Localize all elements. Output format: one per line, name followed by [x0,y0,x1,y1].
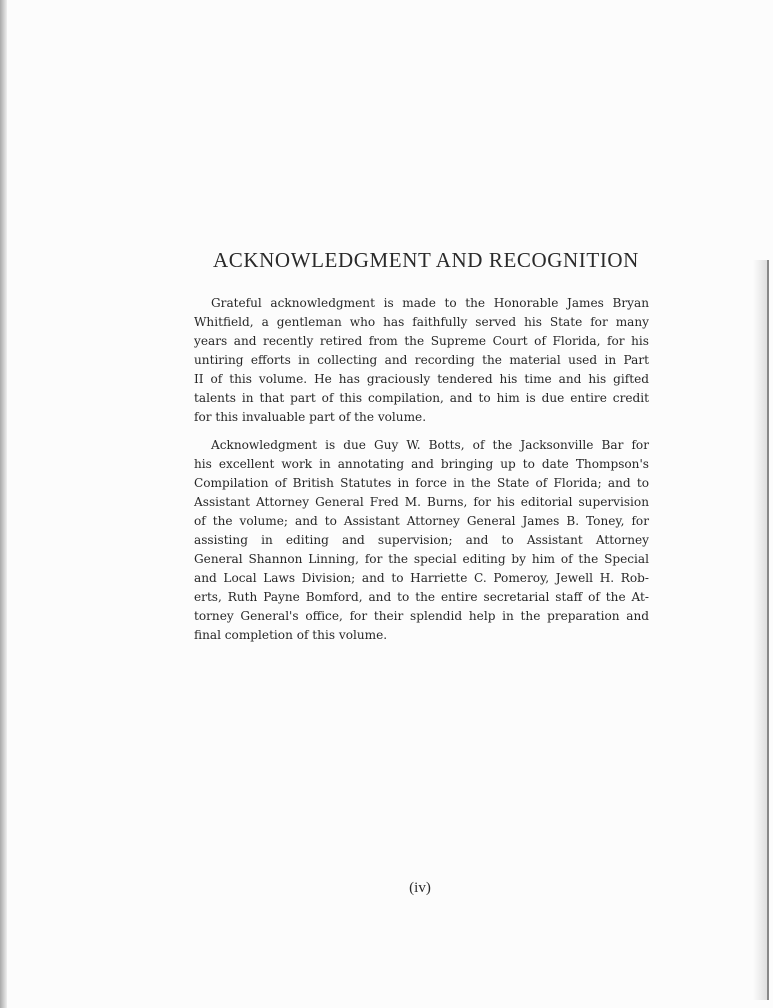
text-line: II of this volume. He has graciously tendered his time and his gifted [194,372,649,386]
text-line: erts, Ruth Payne Bomford, and to the entire secretarial staff of the At- [194,590,649,604]
text-line: Acknowledgment is due Guy W. Botts, of the Jacksonville Bar for [211,438,649,452]
text-line: torney General's office, for their splendid help in the preparation and [194,609,649,623]
text-line: for this invaluable part of the volume. [194,410,427,424]
text-line: years and recently retired from the Supreme Court of Florida, for his [194,334,649,348]
text-line: Grateful acknowledgment is made to the Honorable James Bryan [211,296,649,310]
paragraph-1 [194,294,649,427]
page-right-edge-line [767,260,769,1000]
text-line: final completion of this volume. [194,628,388,642]
text-line: untiring efforts in collecting and recording the material used in Part [194,353,649,367]
paragraph-2 [194,436,649,645]
page-number: (iv) [409,880,431,896]
text-line: assisting in editing and supervision; and to Assistant Attorney [194,533,649,547]
text-line: Assistant Attorney General Fred M. Burns, for his editorial supervision [194,495,649,509]
text-line: of the volume; and to Assistant Attorney General James B. Toney, for [194,514,649,528]
page-heading: ACKNOWLEDGMENT AND RECOGNITION [213,248,639,272]
text-line: General Shannon Linning, for the special editing by him of the Special [194,552,649,566]
text-line: talents in that part of this compilation, and to him is due entire credit [194,391,649,405]
text-line: his excellent work in annotating and bringing up to date Thompson's [194,457,649,471]
page-right-edge-shadow [753,260,767,1000]
text-line: Compilation of British Statutes in force in the State of Florida; and to [194,476,649,490]
text-line: Whitfield, a gentleman who has faithfully served his State for many [194,315,649,329]
page-left-edge-shadow [0,0,7,1008]
text-line: and Local Laws Division; and to Harriette C. Pomeroy, Jewell H. Rob- [194,571,649,585]
